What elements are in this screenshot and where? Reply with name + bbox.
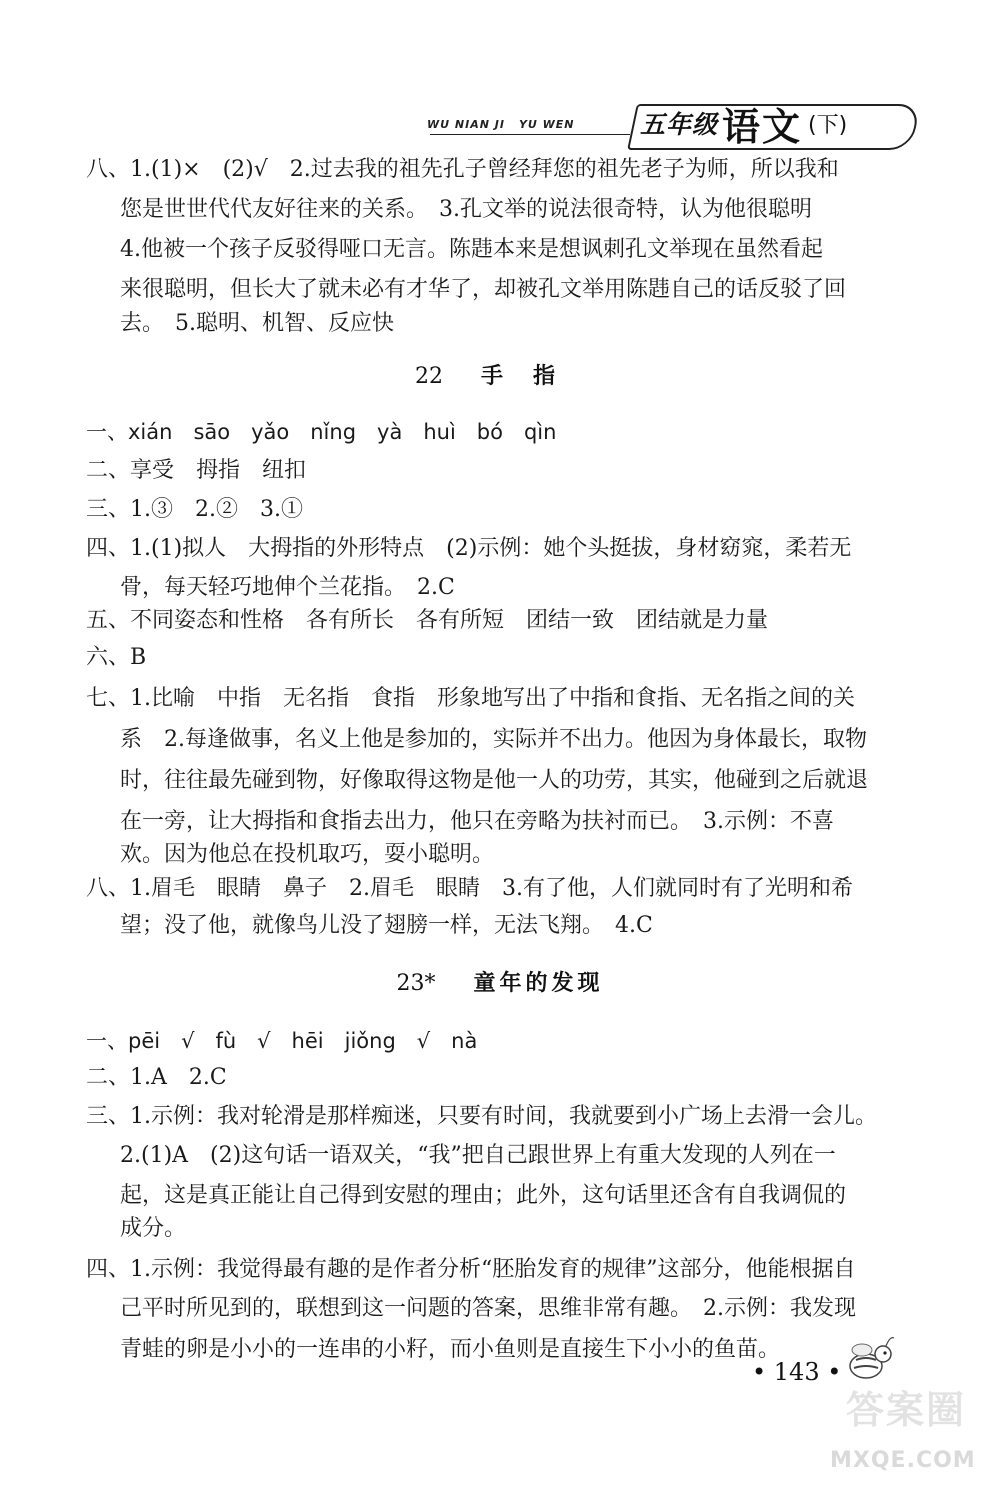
answer-line: 三、1.③ 2.② 3.①: [86, 497, 303, 522]
answer-line: 四、1.示例：我觉得最有趣的是作者分析“胚胎发育的规律”这部分，他能根据自: [86, 1257, 856, 1282]
answer-line: 己平时所见到的，联想到这一问题的答案，思维非常有趣。 2.示例：我发现: [120, 1296, 856, 1321]
answer-line: 起，这是真正能让自己得到安慰的理由；此外，这句话里还含有自我调侃的: [120, 1183, 847, 1208]
header-pinyin-subject: YU WEN: [518, 118, 575, 131]
answer-line: 一、pēi √ fù √ hēi jiǒng √ nà: [86, 1029, 478, 1053]
watermark-url: MXQE.COM: [830, 1448, 976, 1473]
answer-line: 七、1.比喻 中指 无名指 食指 形象地写出了中指和食指、无名指之间的关: [86, 686, 855, 711]
page-number: • 143 •: [752, 1358, 842, 1386]
header-volume: (下): [808, 112, 848, 138]
section-23-number: 23*: [396, 971, 436, 996]
answer-line: 欢。因为他总在投机取巧，耍小聪明。: [120, 842, 495, 867]
answer-line: 二、1.A 2.C: [86, 1065, 227, 1090]
header-pinyin: [427, 118, 589, 131]
answer-line: 时，往往最先碰到物，好像取得这物是他一人的功劳，其实，他碰到之后就退: [120, 768, 869, 793]
section-22-heading: 手指: [480, 364, 585, 389]
answer-line: 去。 5.聪明、机智、反应快: [120, 311, 394, 336]
answer-line: 四、1.(1)拟人 大拇指的外形特点 (2)示例：她个头挺拔，身材窈窕，柔若无: [86, 536, 852, 561]
section-23-title: [0, 964, 1000, 1004]
answer-line: 成分。: [120, 1216, 187, 1241]
answer-line: 二、享受 拇指 纽扣: [86, 458, 307, 483]
answer-line: 六、B: [86, 645, 147, 670]
section-22-number: 22: [414, 364, 443, 389]
answer-line: 八、1.(1)× (2)√ 2.过去我的祖先孔子曾经拜您的祖先老子为师，所以我和: [86, 157, 839, 182]
answer-line: 您是世世代代友好往来的关系。 3.孔文举的说法很奇特，认为他很聪明: [120, 197, 812, 222]
watermark-logo: 答案圈: [846, 1388, 967, 1432]
answer-line: 一、xián sāo yǎo nǐng yà huì bó qìn: [86, 420, 557, 444]
answer-line: 三、1.示例：我对轮滑是那样痴迷，只要有时间，我就要到小广场上去滑一会儿。: [86, 1104, 877, 1129]
answer-line: 在一旁，让大拇指和食指去出力，他只在旁略为扶衬而已。 3.示例：不喜: [120, 809, 834, 834]
header-pinyin-grade: WU NIAN JI: [427, 118, 505, 131]
answer-line: 八、1.眉毛 眼睛 鼻子 2.眉毛 眼睛 3.有了他，人们就同时有了光明和希: [86, 876, 853, 901]
header-rule: [430, 134, 630, 135]
answer-line: 青蛙的卵是小小的一连串的小籽，而小鱼则是直接生下小小的鱼苗。: [120, 1337, 781, 1362]
answer-line: 五、不同姿态和性格 各有所长 各有所短 团结一致 团结就是力量: [86, 608, 769, 633]
answer-line: 骨，每天轻巧地伸个兰花指。 2.C: [120, 575, 455, 600]
page-header: [0, 92, 1000, 152]
answer-line: 系 2.每逢做事，名义上他是参加的，实际并不出力。他因为身体最长，取物: [120, 727, 867, 752]
section-22-title: [0, 357, 1000, 397]
header-badge-text: [640, 100, 848, 149]
answer-line: 望；没了他，就像鸟儿没了翅膀一样，无法飞翔。 4.C: [120, 913, 653, 938]
header-subject: 语文: [722, 104, 803, 149]
answer-line: 来很聪明，但长大了就未必有才华了，却被孔文举用陈韪自己的话反驳了回: [120, 277, 847, 302]
header-grade: 五年级: [640, 110, 719, 139]
answer-line: 2.(1)A (2)这句话一语双关，“我”把自己跟世界上有重大发现的人列在一: [120, 1143, 836, 1168]
section-23-heading: 童年的发现: [473, 971, 604, 996]
answer-line: 4.他被一个孩子反驳得哑口无言。陈韪本来是想讽刺孔文举现在虽然看起: [120, 237, 823, 262]
